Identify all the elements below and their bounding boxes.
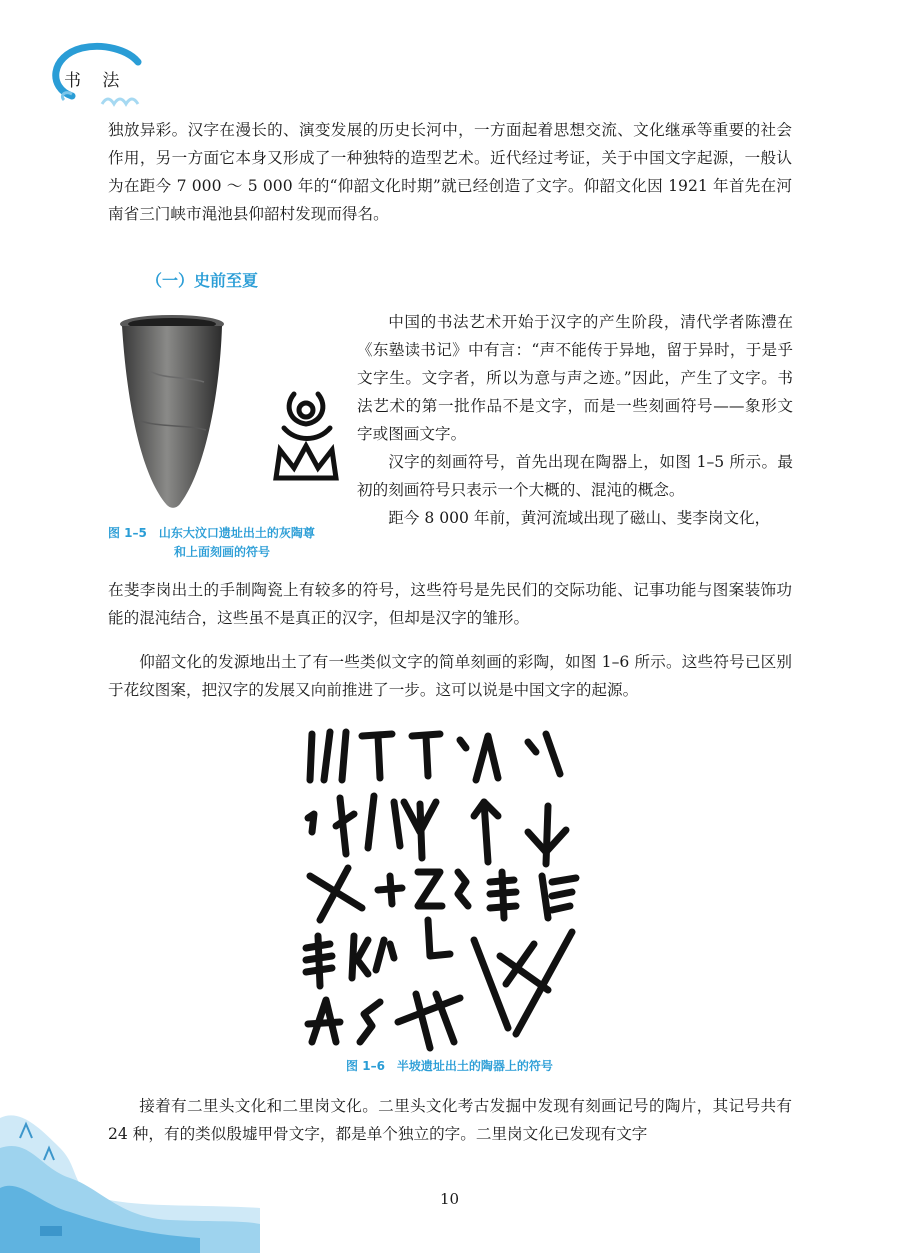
body-paragraph-yangshao: 仰韶文化的发源地出土了有一些类似文字的简单刻画的彩陶，如图 1–6 所示。这些符号已区别于花纹图案，把汉字的发展又向前推进了一步。这可以说是中国文字的起源。 [108, 653, 792, 699]
right-paragraph-3: 距今 8 000 年前，黄河流域出现了磁山、斐李岗文化， [388, 509, 771, 527]
section-heading: （一）史前至夏 [146, 271, 259, 290]
body-paragraph-1: 独放异彩。汉字在漫长的、演变发展的历史长河中，一方面起着思想交流、文化继承等重要的社会作用，另一方面它本身又形成了一种独特的造型艺术。近代经过考证，关于中国文字起源，一般认为在距今 7 000 ～ 5 000 年的“仰韶文化时期”就已经创造了文字。仰韶文化因 1921 年首先在河南省三门峡市渑池县仰韶村发现而得名。 [108, 121, 792, 223]
right-column-text [357, 308, 793, 532]
figure-6-caption: 图 1–6 半坡遗址出土的陶器上的符号 [346, 1059, 553, 1073]
figure-banpo-signs-image [290, 722, 590, 1052]
page-number: 10 [439, 1190, 460, 1208]
right-paragraph-2: 汉字的刻画符号，首先出现在陶器上，如图 1–5 所示。最初的刻画符号只表示一个大概的、混沌的概念。 [357, 453, 793, 499]
figure-5-caption [108, 524, 358, 562]
figure-5-caption-line2: 和上面刻画的符号 [174, 545, 271, 559]
right-paragraph-1: 中国的书法艺术开始于汉字的产生阶段，清代学者陈澧在《东塾读书记》中有言：“声不能传于异地，留于异时，于是乎文字生。文字者，所以为意与声之迹。”因此，产生了文字。书法艺术的第一批作品不是文字，而是一些刻画符号——象形文字或图画文字。 [357, 313, 793, 443]
figure-pottery-vessel-image [108, 310, 360, 510]
decorative-mountain-landscape-icon [0, 1108, 260, 1253]
body-paragraph-continued: 在斐李岗出土的手制陶瓷上有较多的符号，这些符号是先民们的交际功能、记事功能与图案装饰功能的混沌结合，这些虽不是真正的汉字，但却是汉字的雏形。 [108, 581, 792, 627]
body-paragraph-erlitou: 接着有二里头文化和二里岗文化。二里头文化考古发掘中发现有刻画记号的陶片，其记号共有 24 种，有的类似殷墟甲骨文字，都是单个独立的字。二里岗文化已发现有文字 [108, 1097, 792, 1143]
header-logo-text: 书 法 [64, 71, 128, 91]
figure-5-caption-line1: 图 1–5 山东大汶口遗址出土的灰陶尊 [108, 526, 315, 540]
